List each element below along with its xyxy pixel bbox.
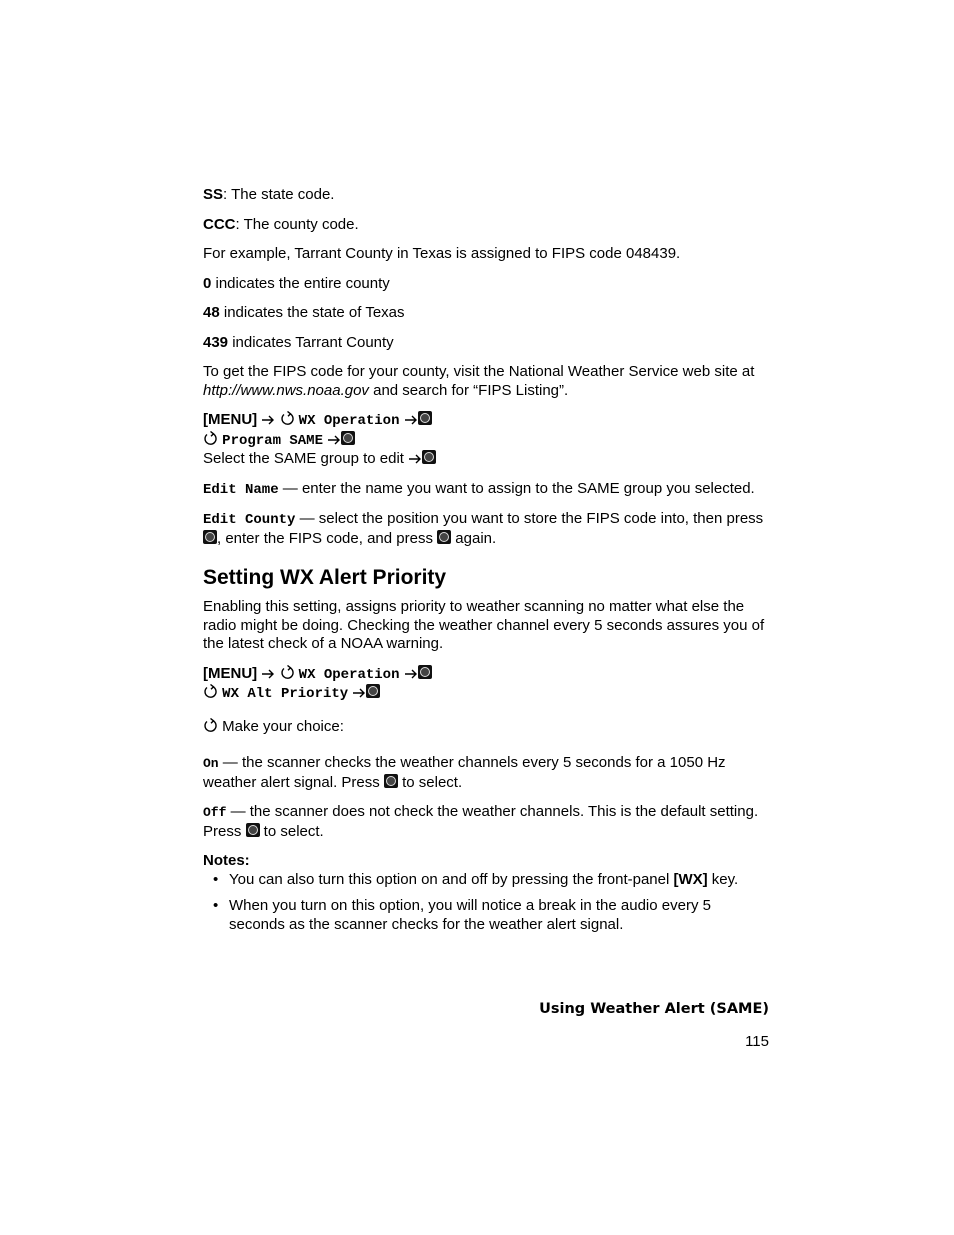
menu-item-edit-name: Edit Name: [203, 481, 279, 498]
alert-nav-steps: [203, 665, 769, 704]
option-on-text-1: — the scanner checks the weather channels every 5 seconds for a 1050 Hz weather alert signal. Press: [203, 754, 726, 791]
knob-press-icon: [422, 450, 436, 464]
menu-item-wx-operation: WX Operation: [298, 413, 400, 429]
note-1-text: You can also turn this option on and off by pressing the front-panel: [229, 870, 674, 888]
rotate-knob-icon: [203, 684, 218, 699]
edit-county-description: [203, 510, 769, 548]
definition-ccc: [203, 216, 769, 235]
fips-info-before: To get the FIPS code for your county, visit the National Weather Service web site at: [203, 363, 755, 380]
note-1-text-end: key.: [707, 870, 739, 888]
rotate-knob-icon: [203, 431, 218, 446]
notes-list: [203, 871, 769, 935]
menu-item-program-same: Program SAME: [222, 432, 323, 449]
right-arrow-icon: [327, 434, 341, 446]
term-ss: SS: [203, 186, 224, 203]
alert-priority-intro: Enabling this setting, assigns priority to weather scanning no matter what else the radio might be doing. Checking the weather channel every 5 seconds assures you of the latest check of a NOAA warning.: [203, 598, 765, 652]
wx-key-label: [WX]: [673, 870, 708, 888]
right-arrow-icon: [261, 414, 275, 426]
knob-press-icon: [203, 530, 217, 544]
rotate-knob-icon: [280, 411, 295, 426]
menu-key-label: [MENU]: [203, 664, 258, 682]
code-text: indicates the entire county: [211, 274, 390, 292]
rotate-knob-icon: [203, 718, 218, 733]
option-on-label: On: [203, 756, 219, 771]
term-ccc: CCC: [203, 215, 236, 233]
section-title: Setting WX Alert Priority: [203, 566, 447, 589]
rotate-knob-icon: [280, 665, 295, 680]
option-off-description: [203, 803, 769, 841]
nws-url: http://www.nws.noaa.gov: [203, 381, 369, 399]
footer-chapter-title: Using Weather Alert (SAME): [539, 1001, 769, 1017]
code-text: indicates the state of Texas: [219, 304, 405, 321]
same-nav-steps: [203, 411, 769, 469]
right-arrow-icon: [408, 453, 422, 465]
code-value: 439: [203, 333, 229, 351]
select-same-group-text: Select the SAME group to edit: [203, 450, 409, 467]
example-text: For example, Tarrant County in Texas is assigned to FIPS code 048439.: [203, 245, 681, 262]
knob-press-icon: [384, 774, 398, 788]
edit-name-description: [203, 480, 769, 500]
edit-county-text-1: — select the position you want to store the FIPS code into, then press: [295, 510, 764, 527]
right-arrow-icon: [261, 668, 275, 680]
fips-info: [203, 363, 769, 400]
right-arrow-icon: [404, 668, 418, 680]
menu-item-wx-alt-priority: WX Alt Priority: [222, 686, 349, 702]
notes-heading: Notes:: [203, 852, 250, 869]
right-arrow-icon: [352, 687, 366, 699]
edit-county-text-3: again.: [451, 529, 497, 547]
option-off-text-2: to select.: [259, 822, 324, 840]
edit-name-text: — enter the name you want to assign to the SAME group you selected.: [278, 479, 755, 497]
code-value: 0: [203, 274, 212, 292]
knob-press-icon: [418, 665, 432, 679]
option-on-description: [203, 754, 769, 792]
make-choice-text: Make your choice:: [222, 717, 344, 735]
option-on-text-2: to select.: [397, 773, 463, 791]
knob-press-icon: [366, 684, 380, 698]
right-arrow-icon: [404, 414, 418, 426]
menu-item-wx-operation: WX Operation: [298, 666, 400, 683]
fips-info-after: and search for “FIPS Listing”.: [368, 381, 569, 399]
menu-key-label: [MENU]: [203, 411, 258, 428]
code-entire-county: [203, 275, 769, 294]
make-choice-line: [203, 718, 769, 737]
note-item: [203, 871, 769, 890]
knob-press-icon: [418, 411, 432, 425]
definition-ss: [203, 186, 769, 205]
menu-item-edit-county: Edit County: [203, 512, 296, 528]
page-body: [203, 186, 769, 942]
knob-press-icon: [437, 530, 451, 544]
page-number: 115: [745, 1033, 769, 1050]
code-text: indicates Tarrant County: [228, 333, 394, 351]
code-state: [203, 304, 769, 323]
knob-press-icon: [341, 431, 355, 445]
definition-ss-text: : The state code.: [223, 186, 335, 203]
definition-ccc-text: : The county code.: [235, 215, 359, 233]
edit-county-text-2: , enter the FIPS code, and press: [217, 529, 438, 547]
option-off-label: Off: [203, 805, 227, 820]
code-value: 48: [203, 304, 220, 321]
option-off-text-1: — the scanner does not check the weather channels. This is the default setting. Press: [203, 803, 759, 840]
note-item: • When you turn on this option, you will notice a break in the audio every 5 seconds as the scanner checks for the weather alert signal.: [203, 897, 769, 934]
code-county: [203, 334, 769, 353]
knob-press-icon: [246, 823, 260, 837]
